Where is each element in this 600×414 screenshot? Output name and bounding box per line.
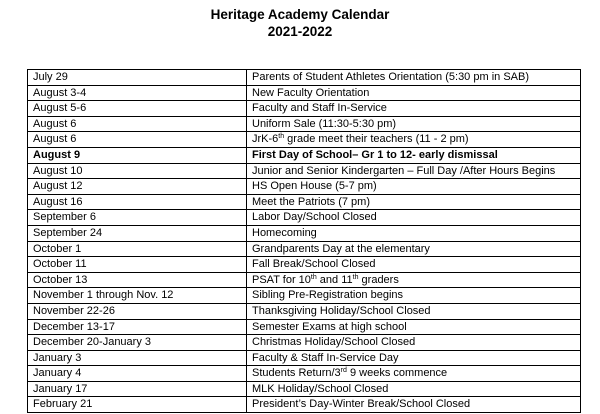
calendar-row [28,194,581,210]
document-subtitle: 2021-2022 [267,24,333,39]
calendar-row [28,397,581,413]
calendar-row [28,210,581,226]
event-text: and 11 [316,273,353,286]
calendar-event-cell: Faculty and Staff In-Service [247,101,581,117]
calendar-row [28,132,581,148]
calendar-date-cell: September 6 [28,210,247,226]
calendar-date-cell: August 10 [28,163,247,179]
calendar-table-body [28,70,581,413]
calendar-event-cell: Homecoming [247,225,581,241]
calendar-row [28,101,581,117]
calendar-row [28,303,581,319]
calendar-date-cell: August 5-6 [28,101,247,117]
calendar-date-cell: August 9 [28,147,247,163]
calendar-event-cell: HS Open House (5-7 pm) [247,179,581,195]
calendar-event-cell: Parents of Student Athletes Orientation (5:30 pm in SAB) [247,70,581,86]
calendar-date-cell: August 12 [28,179,247,195]
calendar-date-cell: August 6 [28,116,247,132]
calendar-event-cell: First Day of School– Gr 1 to 12- early dismissal [247,147,581,163]
calendar-row [28,147,581,163]
event-text: JrK-6 [252,133,279,146]
calendar-event-cell: Labor Day/School Closed [247,210,581,226]
calendar-event-cell: Junior and Senior Kindergarten – Full Day /After Hours Begins [247,163,581,179]
calendar-event-cell [247,132,581,148]
event-text: PSAT for 10 [252,273,311,286]
event-text: graders [358,273,399,286]
calendar-event-cell: Meet the Patriots (7 pm) [247,194,581,210]
ordinal-suffix: th [278,133,285,141]
ordinal-suffix: rd [340,367,347,375]
calendar-date-cell: December 20-January 3 [28,335,247,351]
calendar-date-cell: October 11 [28,257,247,273]
calendar-event-cell: New Faculty Orientation [247,85,581,101]
calendar-event-cell: Grandparents Day at the elementary [247,241,581,257]
event-text: grade meet their teachers (11 - 2 pm) [284,133,469,146]
calendar-date-cell: November 1 through Nov. 12 [28,288,247,304]
calendar-event-cell: Sibling Pre-Registration begins [247,288,581,304]
calendar-row [28,70,581,86]
event-text: Students Return/3 [252,367,341,380]
calendar-date-cell: August 16 [28,194,247,210]
calendar-event-cell: Uniform Sale (11:30-5:30 pm) [247,116,581,132]
calendar-event-cell [247,366,581,382]
calendar-date-cell: November 22-26 [28,303,247,319]
calendar-date-cell: January 17 [28,381,247,397]
calendar-row [28,241,581,257]
calendar-row [28,116,581,132]
calendar-event-cell: MLK Holiday/School Closed [247,381,581,397]
calendar-date-cell: January 3 [28,350,247,366]
event-text: 9 weeks commence [346,367,448,380]
calendar-date-cell: October 13 [28,272,247,288]
calendar-row [28,381,581,397]
calendar-date-cell: August 3-4 [28,85,247,101]
calendar-date-cell: August 6 [28,132,247,148]
calendar-row [28,257,581,273]
calendar-event-cell: Christmas Holiday/School Closed [247,335,581,351]
calendar-row [28,366,581,382]
calendar-date-cell: July 29 [28,70,247,86]
calendar-row [28,225,581,241]
calendar-date-cell: January 4 [28,366,247,382]
calendar-table [27,69,581,413]
calendar-row [28,272,581,288]
calendar-date-cell: September 24 [28,225,247,241]
ordinal-suffix: th [310,273,317,281]
calendar-row [28,163,581,179]
calendar-row [28,179,581,195]
document-title: Heritage Academy Calendar [210,7,390,22]
calendar-row [28,85,581,101]
calendar-row [28,335,581,351]
calendar-date-cell: February 21 [28,397,247,413]
calendar-row [28,288,581,304]
calendar-row [28,350,581,366]
calendar-event-cell: Semester Exams at high school [247,319,581,335]
calendar-event-cell: President’s Day-Winter Break/School Closed [247,397,581,413]
calendar-event-cell: Faculty & Staff In-Service Day [247,350,581,366]
calendar-event-cell: Fall Break/School Closed [247,257,581,273]
calendar-event-cell: Thanksgiving Holiday/School Closed [247,303,581,319]
calendar-date-cell: December 13-17 [28,319,247,335]
calendar-event-cell [247,272,581,288]
calendar-date-cell: October 1 [28,241,247,257]
calendar-row [28,319,581,335]
ordinal-suffix: th [352,273,359,281]
